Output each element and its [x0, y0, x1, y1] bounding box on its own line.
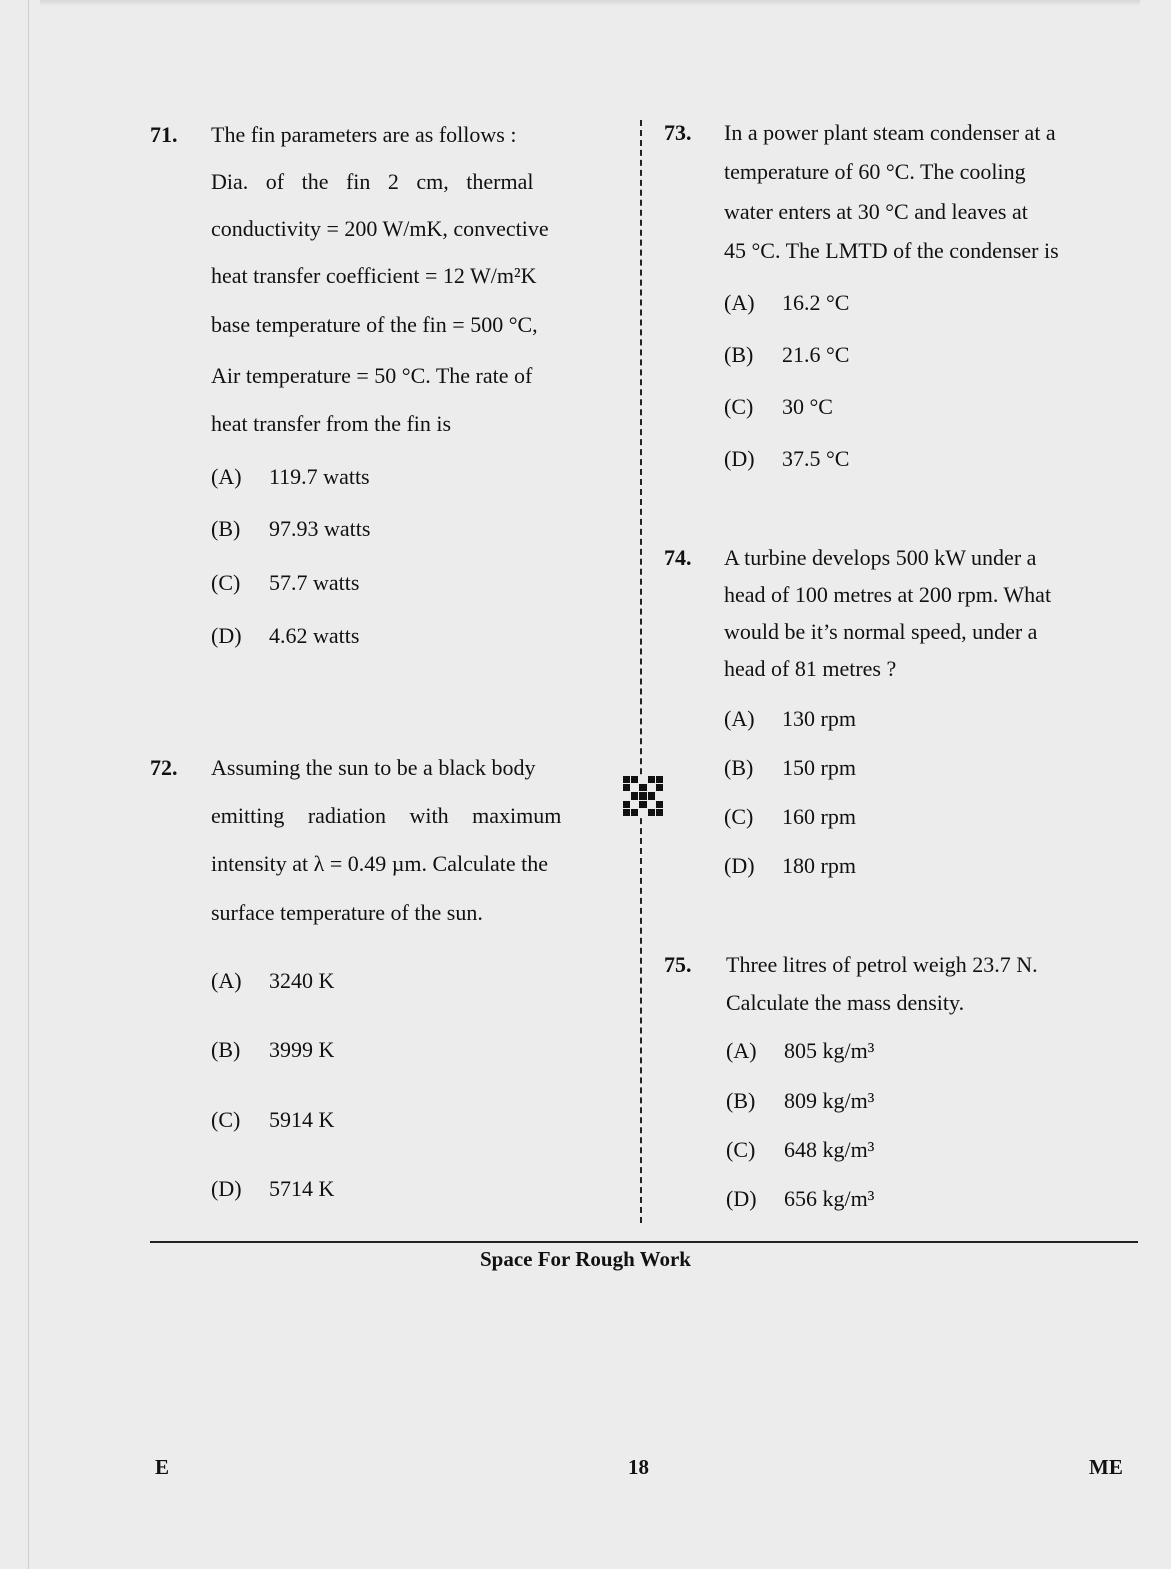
option-a: (A) 805 kg/m³ [726, 1038, 875, 1063]
question-71 [150, 122, 602, 662]
qr-code-icon [623, 776, 663, 816]
question-text-line: Air temperature = 50 °C. The rate of [211, 363, 533, 388]
option-b: (B) 3999 K [211, 1037, 335, 1062]
question-number: 73. [664, 120, 692, 145]
option-d: (D) 180 rpm [724, 853, 856, 878]
page-edge [28, 0, 29, 1569]
question-75 [664, 952, 1116, 1222]
question-number: 74. [664, 545, 692, 570]
question-number: 75. [664, 952, 692, 977]
option-c: (C) 648 kg/m³ [726, 1137, 875, 1162]
question-text-line: intensity at λ = 0.49 µm. Calculate the [211, 851, 548, 876]
question-text-line: water enters at 30 °C and leaves at [724, 199, 1028, 224]
option-d: (D) 656 kg/m³ [726, 1186, 875, 1211]
question-74 [664, 545, 1116, 890]
option-d: (D) 4.62 watts [211, 623, 360, 648]
question-text-line: temperature of 60 °C. The cooling [724, 159, 1026, 184]
option-a: (A) 119.7 watts [211, 464, 370, 489]
question-73 [664, 120, 1116, 480]
option-a: (A) 16.2 °C [724, 290, 850, 315]
question-text-line: conductivity = 200 W/mK, convective [211, 216, 549, 241]
question-text-line: head of 100 metres at 200 rpm. What [724, 582, 1052, 607]
option-b: (B) 21.6 °C [724, 342, 850, 367]
option-b: (B) 150 rpm [724, 755, 856, 780]
question-text-line: Assuming the sun to be a black body [211, 755, 536, 780]
question-text-line: would be it’s normal speed, under a [724, 619, 1038, 644]
question-text-line: In a power plant steam condenser at a [724, 120, 1056, 145]
question-text-line: heat transfer coefficient = 12 W/m²K [211, 263, 537, 288]
question-text-line: Three litres of petrol weigh 23.7 N. [726, 952, 1038, 977]
question-text-line: head of 81 metres ? [724, 656, 897, 681]
option-d: (D) 5714 K [211, 1176, 335, 1201]
question-text-line: surface temperature of the sun. [211, 900, 483, 925]
question-text-line: heat transfer from the fin is [211, 411, 452, 436]
question-text-line: base temperature of the fin = 500 °C, [211, 312, 538, 337]
option-a: (A) 130 rpm [724, 706, 856, 731]
question-number: 72. [150, 755, 178, 780]
option-c: (C) 30 °C [724, 394, 833, 419]
option-c: (C) 57.7 watts [211, 570, 360, 595]
top-strip [40, 0, 1140, 6]
rough-work-heading: Space For Rough Work [479, 1247, 691, 1271]
footer-series: E [155, 1455, 170, 1479]
footer-subject-code: ME [1089, 1455, 1123, 1479]
question-text-line: A turbine develops 500 kW under a [724, 545, 1037, 570]
question-72 [150, 755, 602, 1215]
question-number: 71. [150, 122, 178, 147]
option-c: (C) 5914 K [211, 1107, 335, 1132]
question-text-line: The fin parameters are as follows : [211, 122, 517, 147]
rough-work-divider [150, 1241, 1138, 1243]
question-text-line: 45 °C. The LMTD of the condenser is [724, 238, 1059, 263]
option-d: (D) 37.5 °C [724, 446, 850, 471]
option-b: (B) 97.93 watts [211, 516, 371, 541]
question-text-line: emitting radiation with maximum [211, 803, 562, 828]
page-number: 18 [628, 1455, 649, 1479]
option-a: (A) 3240 K [211, 968, 335, 993]
question-text-line: Calculate the mass density. [726, 990, 965, 1015]
option-c: (C) 160 rpm [724, 804, 856, 829]
column-divider [640, 120, 642, 1223]
question-text-line: Dia. of the fin 2 cm, thermal [211, 169, 534, 194]
option-b: (B) 809 kg/m³ [726, 1088, 875, 1113]
